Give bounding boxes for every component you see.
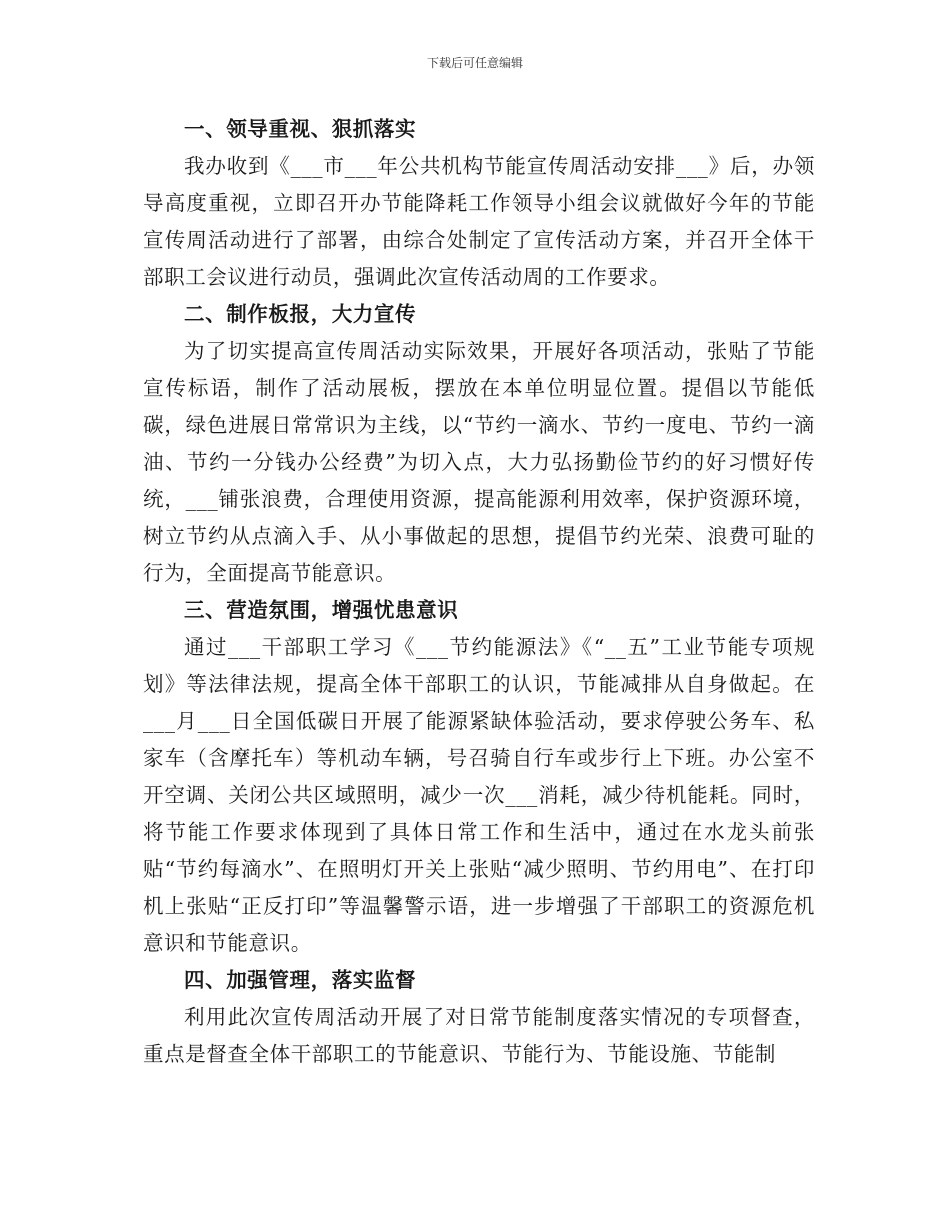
section-heading-4: 四、加强管理，落实监督 [184,968,417,992]
document-body [143,111,815,1073]
page-header: 下载后可任意编辑 [426,56,523,70]
section-paragraph-3: 通过___干部职工学习《___节约能源法》《“__五”工业节能专项规划》等法律法规，提高全体干部职工的认识，节能减排从自身做起。在___月___日全国低碳日开展了能源紧缺体验活动，要求停驶公务车、私家车（含摩托车）等机动车辆，号召骑自行车或步行上下班。办公室不开空调、关闭公共区域照明，减少一次___消耗，减少待机能耗。同时，将节能工作要求体现到了具体日常工作和生活中，通过在水龙头前张贴“节约每滴水”、在照明灯开关上张贴“减少照明、节约用电”、在打印机上张贴“正反打印”等温馨警示语，进一步增强了干部职工的资源危机意识和节能意识。 [143,635,815,955]
section-heading-2: 二、制作板报，大力宣传 [184,302,417,326]
section-heading-1: 一、领导重视、狠抓落实 [184,117,417,141]
section-paragraph-4: 利用此次宣传周活动开展了对日常节能制度落实情况的专项督查，重点是督查全体干部职工的节能意识、节能行为、节能设施、节能制 [143,1005,815,1066]
section-heading-3: 三、营造氛围，增强忧患意识 [184,598,459,622]
section-paragraph-1: 我办收到《___市___年公共机构节能宣传周活动安排___》后，办领导高度重视，立即召开办节能降耗工作领导小组会议就做好今年的节能宣传周活动进行了部署，由综合处制定了宣传活动方案，并召开全体干部职工会议进行动员，强调此次宣传活动周的工作要求。 [143,154,815,289]
section-paragraph-2: 为了切实提高宣传周活动实际效果，开展好各项活动，张贴了节能宣传标语，制作了活动展板，摆放在本单位明显位置。提倡以节能低碳，绿色进展日常常识为主线，以“节约一滴水、节约一度电、节约一滴油、节约一分钱办公经费”为切入点，大力弘扬勤俭节约的好习惯好传统，___铺张浪费，合理使用资源，提高能源利用效率，保护资源环境，树立节约从点滴入手、从小事做起的思想，提倡节约光荣、浪费可耻的行为，全面提高节能意识。 [143,339,815,585]
